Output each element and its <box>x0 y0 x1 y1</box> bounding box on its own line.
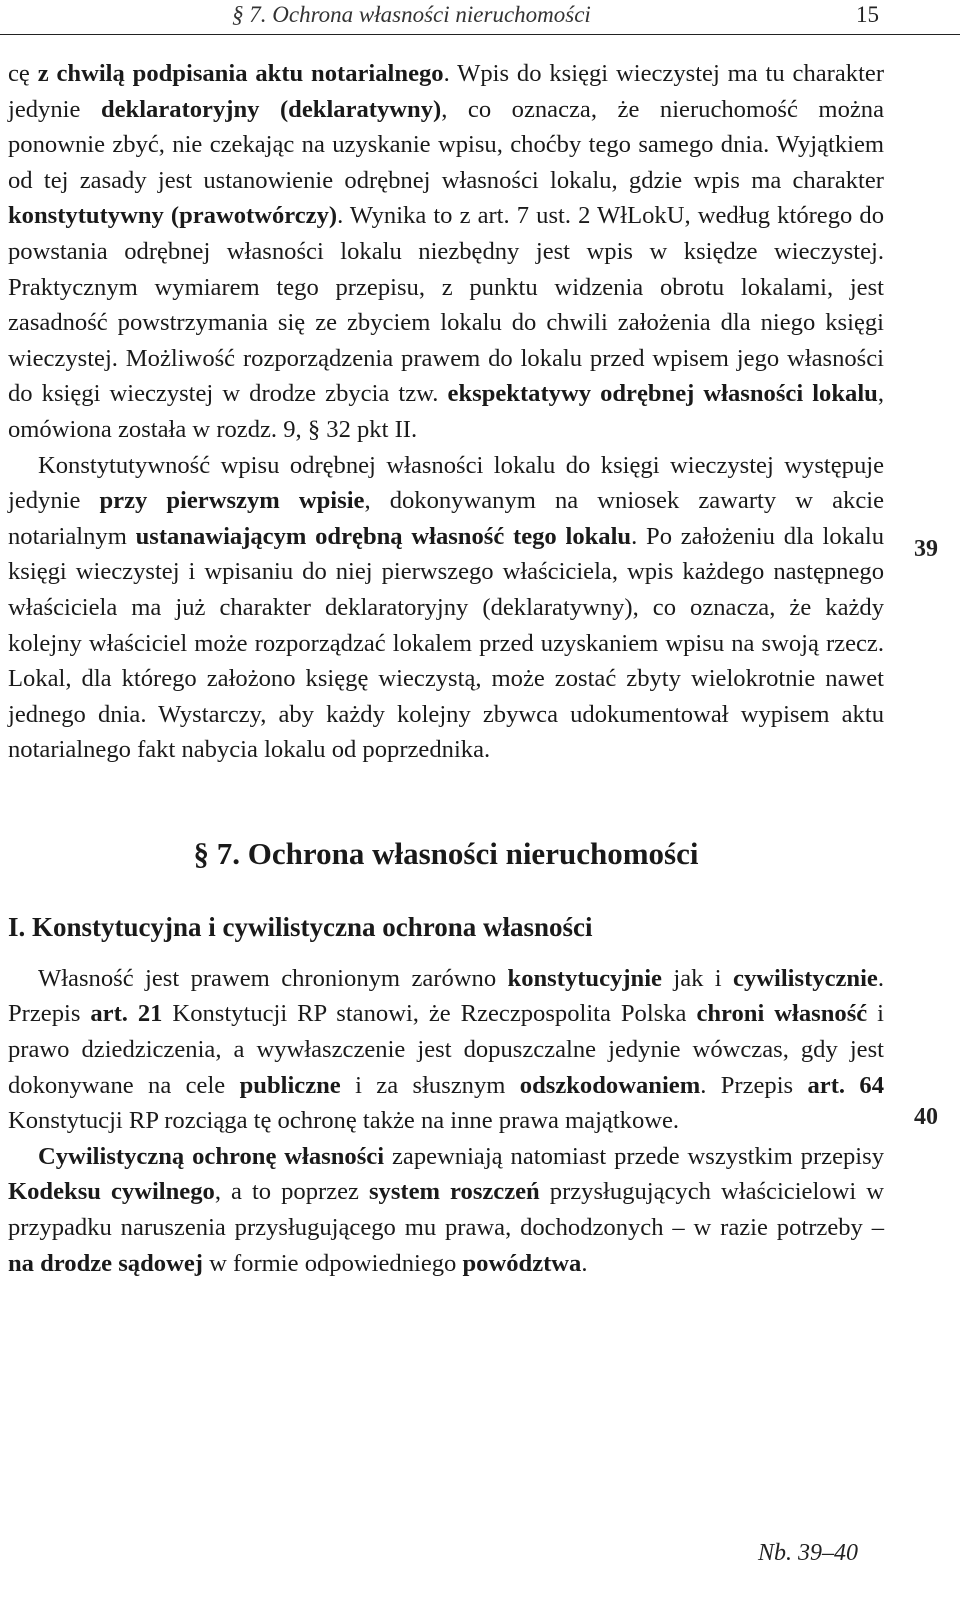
bold-term: ekspektatywy odrębnej własności lokalu <box>447 380 878 408</box>
bold-term: art. 64 <box>807 1071 885 1099</box>
text-run: Konstytutywność wpisu odrębnej własności lokalu do księgi wieczystej występuje jedynie <box>8 451 884 515</box>
running-header-title: § 7. Ochrona własności nieruchomości <box>232 2 591 27</box>
bold-term: z chwilą podpisania aktu notarialnego <box>37 60 444 87</box>
bold-term: deklaratoryjny (deklaratywny) <box>100 95 442 123</box>
text-run: i za słusznym <box>340 1071 520 1099</box>
margin-number: 40 <box>914 1104 938 1130</box>
text-run: . Wpis do księgi wieczystej ma tu charakter jedynie <box>8 60 885 123</box>
page-number: 15 <box>856 2 879 27</box>
bold-term: konstytucyjnie <box>507 964 662 992</box>
text-run: . <box>581 1249 588 1277</box>
text-run: . Po założeniu dla lokalu księgi wieczystej i wpisaniu do niej pierwszego właściciela, wpis każdego następnego właściciela ma już charakter deklaratoryjny (deklaratywny), co oznacza, że każdy kolejny właściciel może rozporządzać lokalem przed uzyskaniem wpisu na swoją rzecz. Lokal, dla którego założono księgę wieczystą, może zostać zbyty wielokrotnie nawet jednego dnia. Wystarczy, aby każdy kolejny zbywca udokumentował wypisem aktu notarialnego fakt nabycia lokalu od poprzednika. <box>8 522 884 764</box>
text-run: . Przepis <box>8 964 884 1028</box>
running-header <box>0 0 960 35</box>
text-run: w formie odpowiedniego <box>202 1249 463 1277</box>
bold-term: powództwa <box>462 1249 582 1277</box>
footer-reference: Nb. 39–40 <box>758 1540 859 1566</box>
bold-term: Cywilistyczną ochronę własności <box>38 1142 385 1170</box>
bold-term: publiczne <box>239 1071 341 1099</box>
text-run: , co oznacza, że nieruchomość można ponownie zbyć, nie czekając na uzyskanie wpisu, choćby tego samego dnia. Wyjątkiem od tej zasady jest ustanowienie odrębnej własności lokalu, gdzie wpis ma charakter <box>8 95 884 194</box>
paragraph <box>8 961 884 1139</box>
body-text <box>8 56 884 1281</box>
text-run: , a to poprzez <box>214 1178 369 1206</box>
bold-term: chroni własność <box>696 1000 868 1028</box>
text-run: zapewniają natomiast przede wszystkim przepisy <box>384 1142 884 1170</box>
chapter-heading: § 7. Ochrona własności nieruchomości <box>193 835 699 871</box>
text-run: . Przepis <box>700 1071 808 1099</box>
text-run: Konstytucji RP rozciąga tę ochronę także na inne prawa majątkowe. <box>8 1107 680 1135</box>
text-run: , dokonywanym na wniosek zawarty w akcie notarialnym <box>8 487 884 550</box>
margin-number: 39 <box>914 536 938 562</box>
text-run: i prawo dziedziczenia, a wywłaszczenie jest dopuszczalne jedynie wówczas, gdy jest dokonywane na cele <box>8 1000 884 1099</box>
paragraph <box>8 448 884 768</box>
bold-term: ustanawiającym odrębną własność tego lokalu <box>135 522 632 550</box>
text-run: Własność jest prawem chronionym zarówno <box>38 964 508 992</box>
bold-term: przy pierwszym wpisie <box>99 487 365 515</box>
text-run: cę <box>8 60 38 87</box>
text-run: , omówiona została w rozdz. 9, § 32 pkt II. <box>8 380 885 443</box>
bold-term: odszkodowaniem <box>519 1071 701 1099</box>
bold-term: na drodze sądowej <box>8 1249 203 1277</box>
section-heading: I. Konstytucyjna i cywilistyczna ochrona własności <box>8 911 593 942</box>
bold-term: system roszczeń <box>368 1178 540 1206</box>
bold-term: Kodeksu cywilnego <box>8 1178 215 1206</box>
paragraph <box>8 56 884 448</box>
bold-term: cywilistycznie <box>733 964 878 992</box>
text-run: przysługujących właścicielowi w przypadku naruszenia przysługującego mu prawa, dochodzonych – w razie potrzeby – <box>8 1178 884 1242</box>
text-run: jak i <box>661 964 734 992</box>
bold-term: konstytutywny (prawotwórczy) <box>8 202 338 230</box>
bold-term: art. 21 <box>90 1000 163 1028</box>
paragraph <box>8 1139 884 1281</box>
text-run: Konstytucji RP stanowi, że Rzeczpospolita Polska <box>162 1000 697 1028</box>
text-run: . Wynika to z art. 7 ust. 2 WłLokU, według którego do powstania odrębnej własności lokalu niezbędny jest wpis w księdze wieczystej. Praktycznym wymiarem tego przepisu, z punktu widzenia obrotu lokalami, jest zasadność powstrzymania się ze zbyciem lokalu do chwili założenia dla niego księgi wieczystej. Możliwość rozporządzenia prawem do lokalu przed wpisem jego własności do księgi wieczystej w drodze zbycia tzw. <box>8 202 884 408</box>
